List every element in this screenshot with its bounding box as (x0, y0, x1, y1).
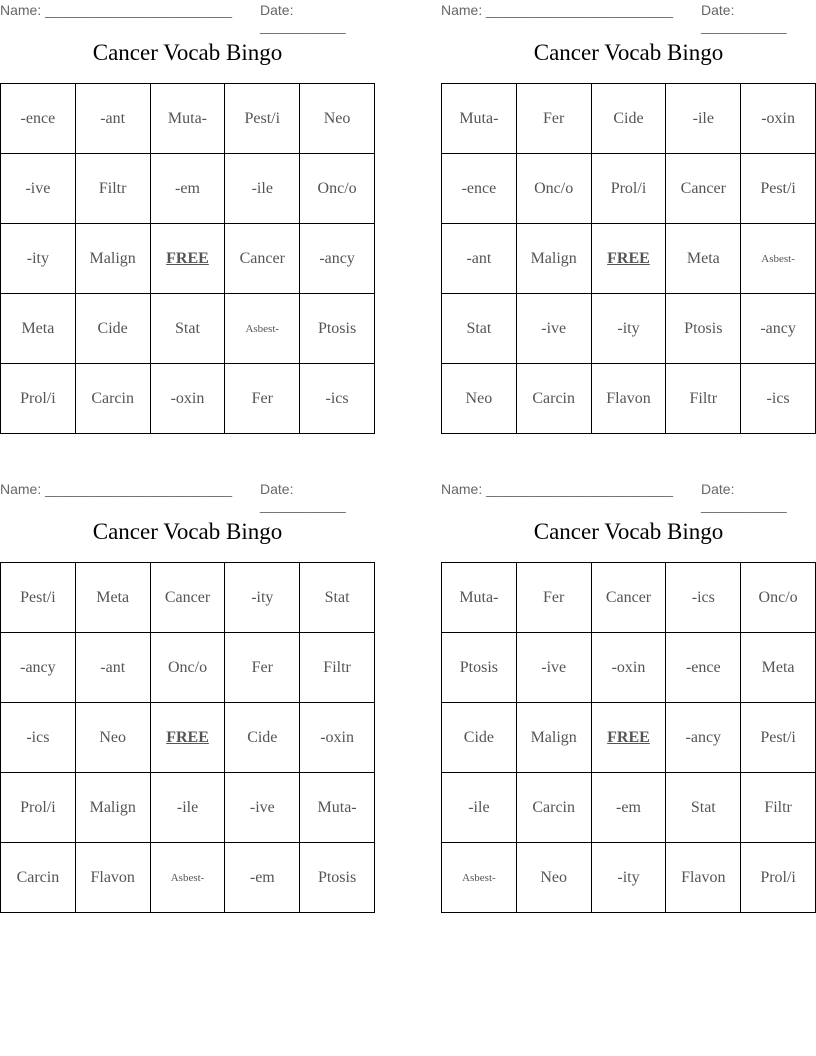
bingo-row (442, 633, 816, 703)
bingo-cell: Malign (75, 773, 150, 843)
bingo-cell: Ptosis (442, 633, 517, 703)
bingo-cell: Cancer (150, 563, 225, 633)
bingo-cell: Carcin (1, 843, 76, 913)
bingo-row (442, 843, 816, 913)
bingo-cell: Cide (442, 703, 517, 773)
bingo-cell: Flavon (591, 364, 666, 434)
bingo-cell: Carcin (75, 364, 150, 434)
bingo-row (1, 703, 375, 773)
bingo-cell: Filtr (75, 154, 150, 224)
card-header (441, 479, 816, 513)
bingo-row (442, 563, 816, 633)
bingo-cell: -ence (666, 633, 741, 703)
bingo-row (1, 633, 375, 703)
bingo-cell: Cide (225, 703, 300, 773)
bingo-row (442, 154, 816, 224)
card-title: Cancer Vocab Bingo (92, 519, 283, 544)
bingo-cell: -ive (516, 294, 591, 364)
bingo-cell: Fer (225, 633, 300, 703)
bingo-row (442, 773, 816, 843)
card-header (0, 0, 375, 34)
bingo-grid (441, 83, 816, 434)
bingo-cell: Meta (741, 633, 816, 703)
date-line: Date: ___________ (701, 2, 787, 34)
bingo-cell: -ics (666, 563, 741, 633)
name-line: Name: ________________________ (0, 2, 232, 18)
bingo-cell: Malign (516, 224, 591, 294)
bingo-cell: Filtr (666, 364, 741, 434)
bingo-cell: Asbest- (150, 843, 225, 913)
date-line: Date: ___________ (701, 481, 787, 513)
bingo-cell: Pest/i (741, 703, 816, 773)
bingo-cell: -ity (591, 843, 666, 913)
bingo-cell: -oxin (150, 364, 225, 434)
free-cell: FREE (591, 224, 666, 294)
name-line: Name: ________________________ (441, 2, 673, 18)
bingo-cell: Cancer (666, 154, 741, 224)
bingo-row (442, 703, 816, 773)
bingo-cell: Cancer (225, 224, 300, 294)
bingo-cell: -ive (1, 154, 76, 224)
bingo-cell: -ile (225, 154, 300, 224)
bingo-row (1, 773, 375, 843)
bingo-cell: Asbest- (225, 294, 300, 364)
name-line: Name: ________________________ (441, 481, 673, 497)
bingo-cell: -ive (516, 633, 591, 703)
bingo-cell: Prol/i (591, 154, 666, 224)
bingo-cell: Neo (516, 843, 591, 913)
bingo-cell: Pest/i (225, 84, 300, 154)
bingo-cell: Muta- (300, 773, 375, 843)
bingo-cell: -oxin (741, 84, 816, 154)
bingo-row (442, 84, 816, 154)
bingo-cell: Cancer (591, 563, 666, 633)
bingo-grid (0, 83, 375, 434)
card-title: Cancer Vocab Bingo (533, 40, 724, 65)
bingo-cell: Flavon (666, 843, 741, 913)
bingo-cell: Fer (516, 84, 591, 154)
bingo-cell: Pest/i (1, 563, 76, 633)
bingo-card (0, 479, 375, 886)
bingo-row (1, 563, 375, 633)
bingo-cell: Malign (516, 703, 591, 773)
bingo-cell: Carcin (516, 364, 591, 434)
name-line: Name: ________________________ (0, 481, 232, 497)
bingo-cell: -ant (442, 224, 517, 294)
date-line: Date: ___________ (260, 2, 346, 34)
bingo-cell: Onc/o (741, 563, 816, 633)
bingo-cell: Malign (75, 224, 150, 294)
bingo-cell: Meta (1, 294, 76, 364)
bingo-cell: Onc/o (300, 154, 375, 224)
bingo-cell: Cide (75, 294, 150, 364)
bingo-cell: Prol/i (741, 843, 816, 913)
bingo-row (1, 224, 375, 294)
bingo-cell: Fer (516, 563, 591, 633)
bingo-cell: Ptosis (666, 294, 741, 364)
bingo-cell: Filtr (300, 633, 375, 703)
bingo-row (442, 364, 816, 434)
bingo-cell: Muta- (150, 84, 225, 154)
bingo-card (0, 0, 375, 407)
card-title: Cancer Vocab Bingo (533, 519, 724, 544)
bingo-cell: Meta (666, 224, 741, 294)
bingo-row (1, 154, 375, 224)
bingo-cell: Ptosis (300, 294, 375, 364)
bingo-cell: Onc/o (516, 154, 591, 224)
bingo-cell: Asbest- (741, 224, 816, 294)
bingo-row (1, 843, 375, 913)
bingo-grid (441, 562, 816, 913)
bingo-cell: -oxin (591, 633, 666, 703)
bingo-row (1, 364, 375, 434)
bingo-cell: -ence (442, 154, 517, 224)
free-cell: FREE (150, 703, 225, 773)
card-title: Cancer Vocab Bingo (92, 40, 283, 65)
bingo-card (441, 0, 816, 407)
bingo-cell: -em (150, 154, 225, 224)
bingo-row (1, 294, 375, 364)
bingo-cell: Carcin (516, 773, 591, 843)
bingo-cell: -ant (75, 633, 150, 703)
bingo-cell: -ancy (666, 703, 741, 773)
free-cell: FREE (150, 224, 225, 294)
bingo-cell: Muta- (442, 84, 517, 154)
bingo-cell: -ity (225, 563, 300, 633)
bingo-cell: -ant (75, 84, 150, 154)
bingo-cell: Stat (150, 294, 225, 364)
bingo-cell: -ity (1, 224, 76, 294)
bingo-cell: -ence (1, 84, 76, 154)
card-header (441, 0, 816, 34)
bingo-cell: Asbest- (442, 843, 517, 913)
card-header (0, 479, 375, 513)
bingo-cell: -ancy (741, 294, 816, 364)
bingo-cell: Prol/i (1, 364, 76, 434)
bingo-cell: Neo (442, 364, 517, 434)
bingo-cell: Pest/i (741, 154, 816, 224)
bingo-cell: Neo (75, 703, 150, 773)
bingo-row (442, 294, 816, 364)
bingo-cell: -ics (300, 364, 375, 434)
bingo-cell: Filtr (741, 773, 816, 843)
bingo-cell: Muta- (442, 563, 517, 633)
bingo-cell: -em (225, 843, 300, 913)
bingo-cell: -ive (225, 773, 300, 843)
bingo-cell: Stat (442, 294, 517, 364)
bingo-card (441, 479, 816, 886)
date-line: Date: ___________ (260, 481, 346, 513)
bingo-row (442, 224, 816, 294)
bingo-cell: Meta (75, 563, 150, 633)
bingo-row (1, 84, 375, 154)
bingo-cell: -ancy (1, 633, 76, 703)
bingo-cell: -ity (591, 294, 666, 364)
bingo-cell: -ile (150, 773, 225, 843)
bingo-cell: Onc/o (150, 633, 225, 703)
bingo-cell: Cide (591, 84, 666, 154)
bingo-cell: Flavon (75, 843, 150, 913)
bingo-cell: Prol/i (1, 773, 76, 843)
bingo-cell: -oxin (300, 703, 375, 773)
bingo-cell: -ile (666, 84, 741, 154)
bingo-cell: -em (591, 773, 666, 843)
bingo-cell: Stat (666, 773, 741, 843)
bingo-cell: -ics (741, 364, 816, 434)
free-cell: FREE (591, 703, 666, 773)
bingo-cell: Stat (300, 563, 375, 633)
bingo-cell: -ancy (300, 224, 375, 294)
bingo-cell: -ics (1, 703, 76, 773)
bingo-cell: -ile (442, 773, 517, 843)
bingo-cell: Neo (300, 84, 375, 154)
bingo-grid (0, 562, 375, 913)
bingo-cell: Fer (225, 364, 300, 434)
bingo-cell: Ptosis (300, 843, 375, 913)
